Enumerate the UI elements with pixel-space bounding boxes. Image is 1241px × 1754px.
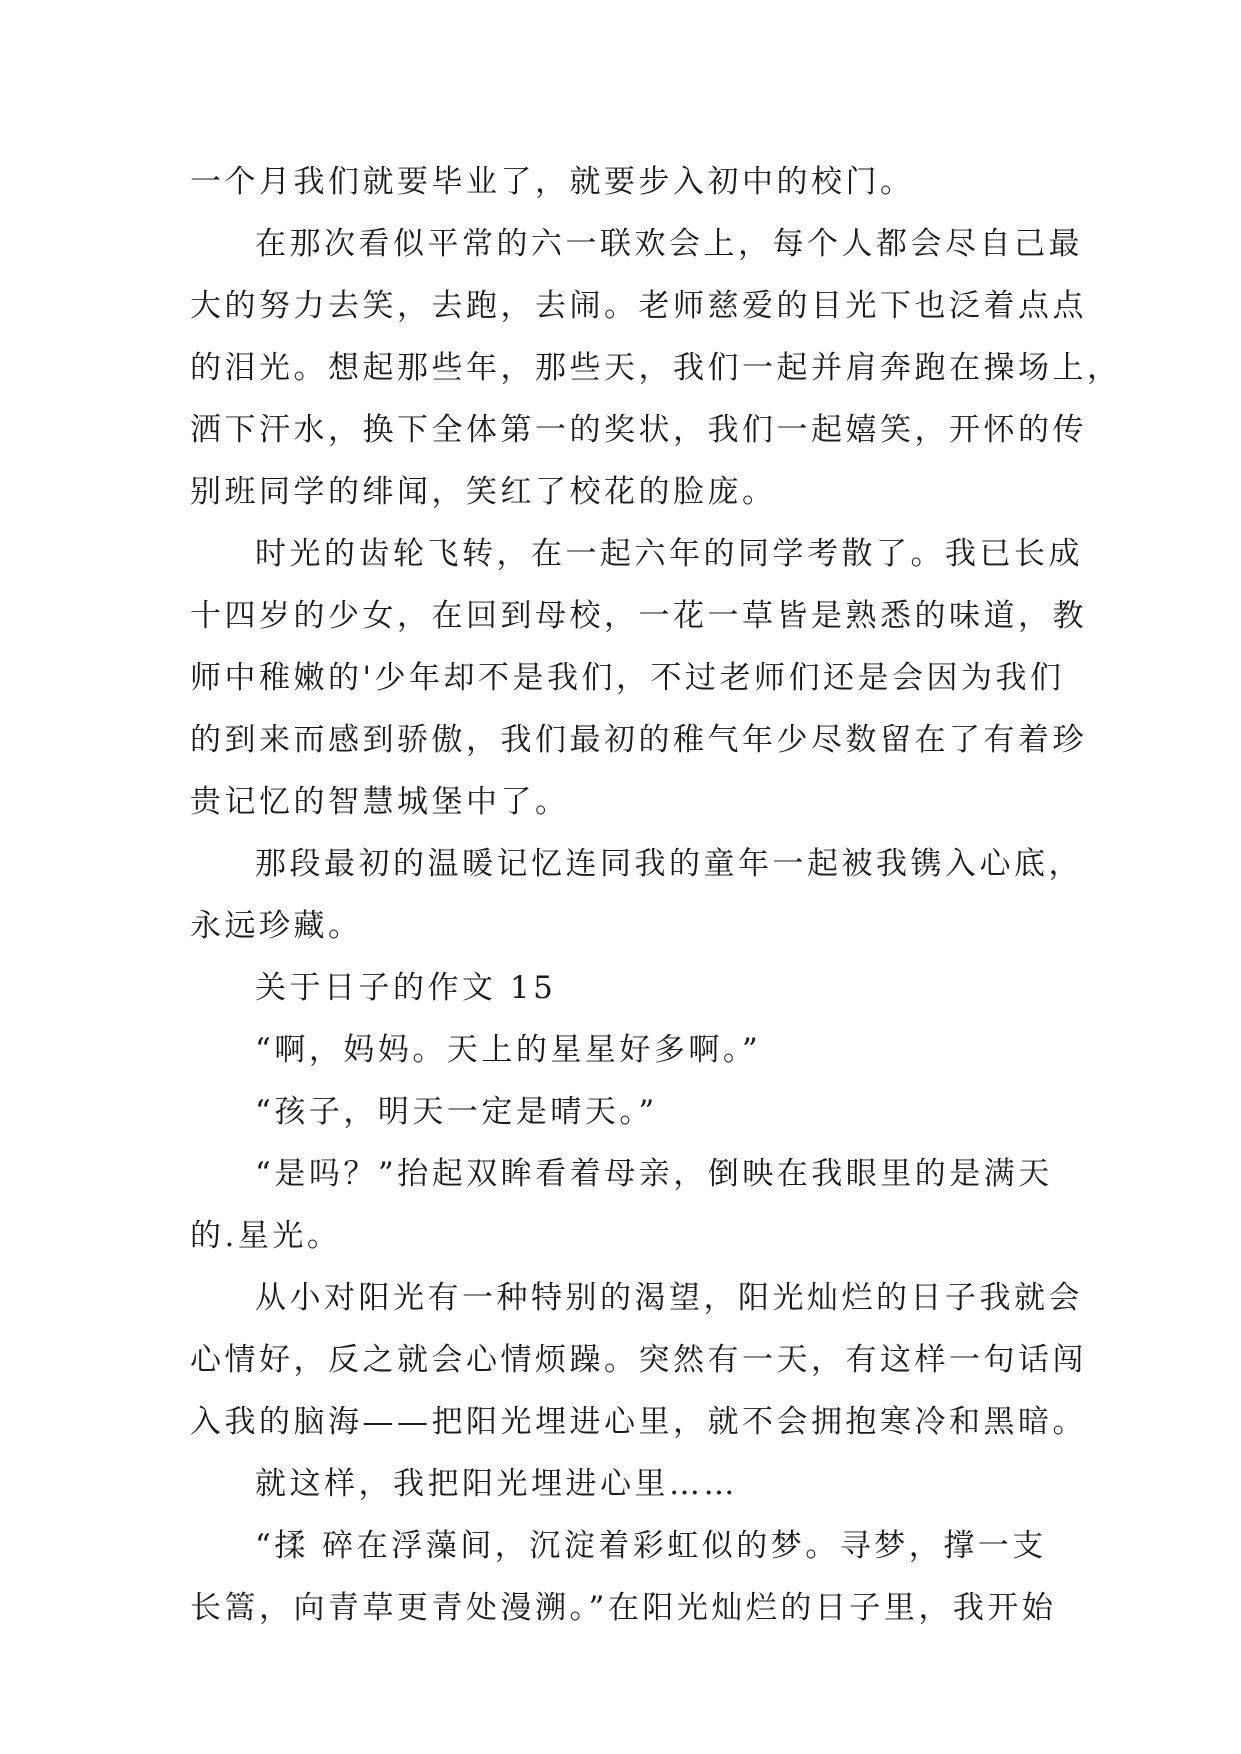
text-line: 洒下汗水，换下全体第一的奖状，我们一起嬉笑，开怀的传 (190, 412, 1087, 448)
paragraph-first-line: 从小对阳光有一种特别的渴望，阳光灿烂的日子我就会 (255, 1280, 1083, 1316)
dialogue-line: “啊，妈妈。天上的星星好多啊。” (255, 1032, 762, 1068)
essay-heading: 关于日子的作文 15 (255, 970, 557, 1006)
paragraph-first-line: 就这样，我把阳光埋进心里…… (255, 1466, 738, 1502)
paragraph-first-line: 时光的齿轮飞转，在一起六年的同学考散了。我已长成 (255, 536, 1083, 572)
text-line: 永远珍藏。 (190, 908, 363, 944)
text-line: 入我的脑海——把阳光埋进心里，就不会拥抱寒冷和黑暗。 (190, 1404, 1087, 1440)
paragraph-first-line: 那段最初的温暖记忆连同我的童年一起被我镌入心底， (255, 846, 1083, 882)
text-line: 长篙，向青草更青处漫溯。”在阳光灿烂的日子里，我开始 (190, 1590, 1057, 1626)
text-line: 的泪光。想起那些年，那些天，我们一起并肩奔跑在操场上， (190, 350, 1122, 386)
dialogue-line: “孩子，明天一定是晴天。” (255, 1094, 658, 1130)
paragraph-first-line: 在那次看似平常的六一联欢会上，每个人都会尽自己最 (255, 226, 1083, 262)
text-line: 十四岁的少女，在回到母校，一花一草皆是熟悉的味道，教 (190, 598, 1087, 634)
text-line: 贵记忆的智慧城堡中了。 (190, 784, 570, 820)
text-line: 的到来而感到骄傲，我们最初的稚气年少尽数留在了有着珍 (190, 722, 1087, 758)
text-line: 大的努力去笑，去跑，去闹。老师慈爱的目光下也泛着点点 (190, 288, 1087, 324)
text-line: 的.星光。 (190, 1218, 342, 1254)
paragraph-first-line: “是吗？”抬起双眸看着母亲，倒映在我眼里的是满天 (255, 1156, 1053, 1192)
text-line: 一个月我们就要毕业了，就要步入初中的校门。 (190, 164, 915, 200)
paragraph-first-line: “揉 碎在浮藻间，沉淀着彩虹似的梦。寻梦，撑一支 (255, 1528, 1047, 1564)
text-line: 别班同学的绯闻，笑红了校花的脸庞。 (190, 474, 777, 510)
text-line: 心情好，反之就会心情烦躁。突然有一天，有这样一句话闯 (190, 1342, 1087, 1378)
text-line: 师中稚嫩的'少年却不是我们，不过老师们还是会因为我们 (190, 660, 1065, 696)
